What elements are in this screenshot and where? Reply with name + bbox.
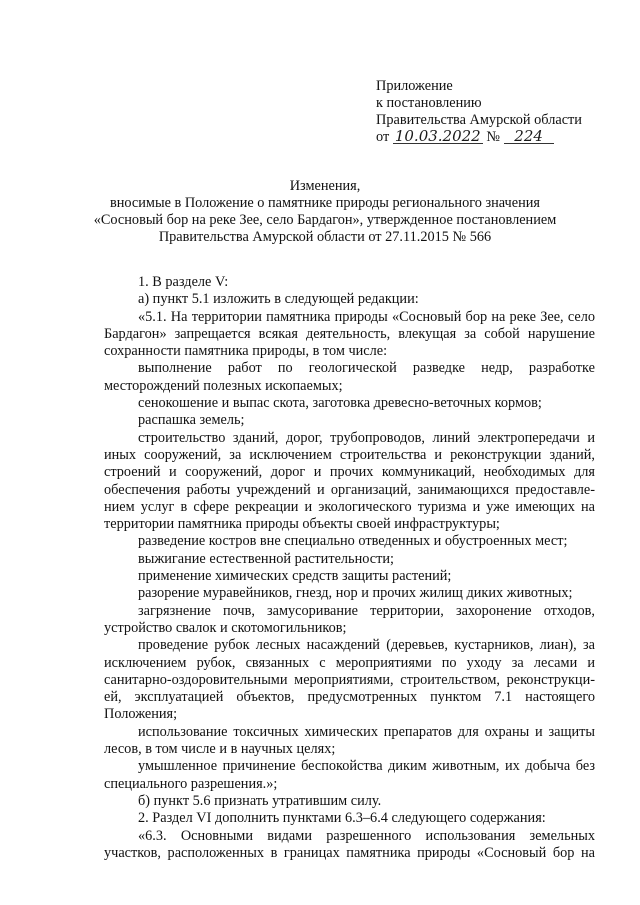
date-prefix: от (376, 129, 390, 145)
annex-header (376, 78, 582, 146)
annex-title: Приложение (376, 78, 453, 94)
handwritten-date: 10.03.2022 (393, 129, 483, 144)
title-line-1: Изменения, (289, 178, 361, 194)
paragraph: а) пункт 5.1 изложить в следующей редакции: (138, 291, 419, 308)
document-title (60, 178, 590, 246)
paragraph: проведение рубок лесных насаждений (деревьев, кустарников, лиан), за исключением рубок, связанных с мероприятиями по уходу за лесами и санитарно-оздоровительными мероприятиями, строительством, реконструкцией, эксплуатацией объектов, предусмотренных пунктом 7.1 настоящего Положения; (104, 637, 595, 723)
title-line-3: «Сосновый бор на реке Зее, село Бардагон», утвержденное постановлением (93, 212, 557, 228)
annex-reference: к постановлению (376, 95, 482, 111)
annex-authority: Правительства Амурской области (376, 112, 582, 128)
paragraph: «5.1. На территории памятника природы «Сосновый бор на реке Зее, село Бардагон» запрещается всякая деятельность, влекущая за собой нарушение сохранности памятника природы, в том числе: (104, 308, 595, 360)
paragraph: разведение костров вне специально отведенных и обустроенных мест; (138, 533, 568, 550)
handwritten-number: 224 (504, 129, 554, 144)
paragraph: выжигание естественной растительности; (138, 550, 394, 567)
annex-date-line (376, 129, 582, 146)
paragraph: б) пункт 5.6 признать утратившим силу. (138, 792, 382, 809)
document-body (104, 274, 595, 862)
paragraph: применение химических средств защиты растений; (138, 568, 452, 585)
title-line-4: Правительства Амурской области от 27.11.2015 № 566 (158, 229, 492, 245)
paragraph: умышленное причинение беспокойства диким животным, их добыча без специального разрешения.»; (104, 758, 595, 792)
paragraph: 2. Раздел VI дополнить пунктами 6.3–6.4 следующего содержания: (138, 810, 546, 827)
paragraph: выполнение работ по геологической разведке недр, разработке месторождений полезных ископаемых; (104, 360, 595, 394)
number-sign: № (486, 129, 501, 145)
title-line-2: вносимые в Положение о памятнике природы регионального значения (110, 195, 540, 211)
paragraph: разорение муравейников, гнезд, нор и прочих жилищ диких животных; (138, 585, 573, 602)
paragraph: «6.3. Основными видами разрешенного использования земельных участков, расположенных в границах памятника природы «Сосновый бор на (104, 827, 595, 861)
paragraph: сенокошение и выпас скота, заготовка древесно-веточных кормов; (138, 395, 542, 412)
paragraph: загрязнение почв, замусоривание территории, захоронение отходов, устройство свалок и скотомогильников; (104, 602, 595, 636)
paragraph: использование токсичных химических препаратов для охраны и защиты лесов, в том числе и в научных целях; (104, 723, 595, 758)
paragraph: строительство зданий, дорог, трубопроводов, линий электропередачи и иных сооружений, за исключением строительства и реконструкции зданий, строений и сооружений, дорог и прочих коммуникаций, необходимых для обеспечения работы учреждений и организаций, занимающихся предоставлением услуг в сфере рекреации и экологического туризма и уже имеющих на территории памятника природы объекты своей инфраструктуры; (104, 429, 595, 533)
paragraph: 1. В разделе V: (138, 274, 229, 290)
paragraph: распашка земель; (138, 412, 245, 429)
